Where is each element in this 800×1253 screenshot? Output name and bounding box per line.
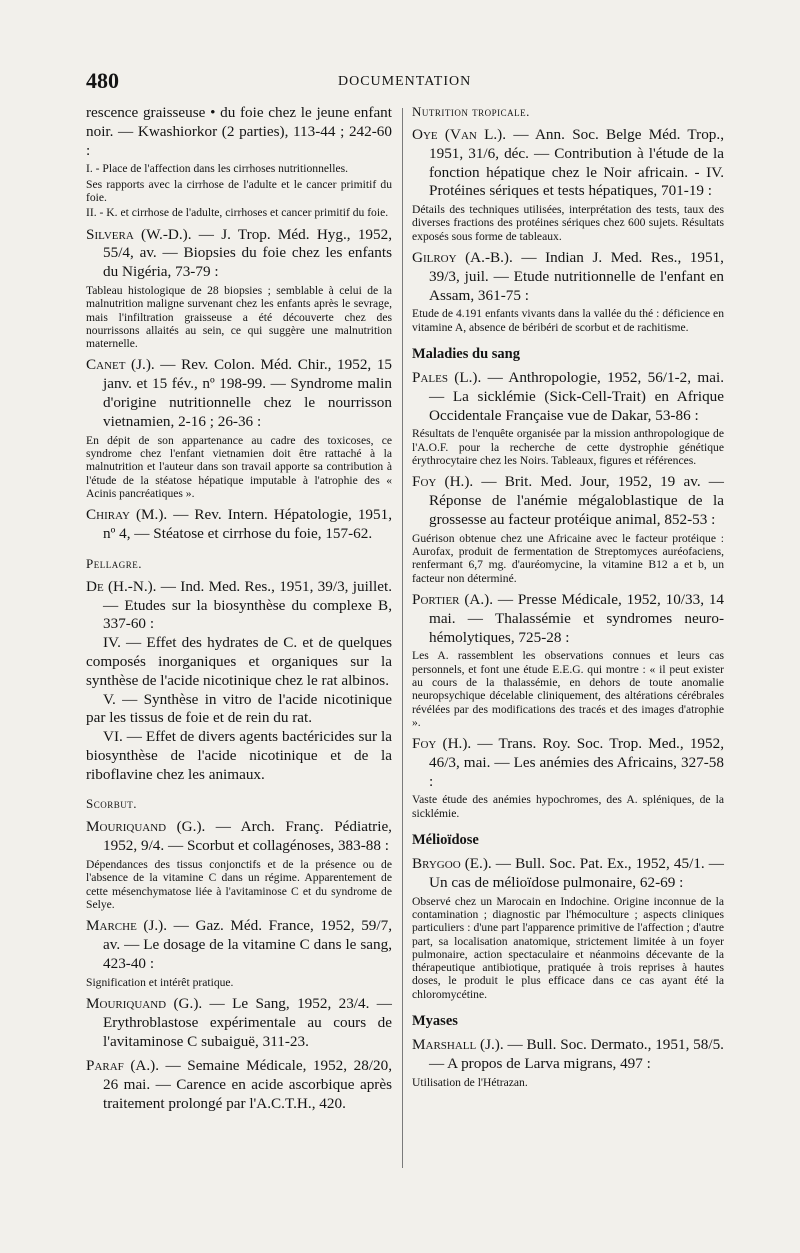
bibliography-entry	[412, 369, 724, 467]
entry-citation: — Semaine Médicale, 1952, 28/20, 26 mai. — Carence en acide ascorbique après traitement prolongé par l'A.C.T.H., 420.	[103, 1057, 392, 1112]
entry-citation: — Ann. Soc. Belge Méd. Trop., 1951, 31/6, déc. — Contribution à l'étude de la fonction hépatique chez le Noir africain. - IV. Protéines sériques et tests hépatiques, 701-19 :	[429, 126, 724, 200]
right-column	[412, 104, 724, 1095]
entry-citation: — Bull. Soc. Pat. Ex., 1952, 45/1. — Un cas de mélioïdose pulmonaire, 62-69 :	[429, 855, 724, 891]
entry-note: En dépit de son appartenance au cadre des toxicoses, ce syndrome chez l'enfant vietnamien doit être rattaché à la malnutrition et l'auteur dans son travail apporte sa contribution à l'étude de la stéatose hépatique imputable à l'atrophie des « Acinis pancréatiques ».	[86, 433, 392, 500]
entry-citation: — Rev. Colon. Méd. Chir., 1952, 15 janv. et 15 fév., nº 198-99. — Syndrome malin d'origine nutritionnelle chez le nourrisson vietnamien, 2-16 ; 26-36 :	[103, 356, 393, 430]
page-number: 480	[86, 68, 119, 93]
entry-author: Foy (H.).	[412, 735, 472, 753]
section-heading: Scorbut.	[86, 796, 137, 812]
entry-author: Mouriquand (G.).	[86, 994, 203, 1012]
entry-note: Guérison obtenue chez une Africaine avec le facteur protéique : Aurofax, produit de fermentation de Streptomyces auréofaciens, renfermant 6,7 mg. d'auréomycine, la vitamine B12 a et b, un facteur non déterminé.	[412, 531, 724, 585]
section-heading: Pellagre.	[86, 555, 142, 571]
entry-citation: — Bull. Soc. Dermato., 1951, 58/5. — A propos de Larva migrans, 497 :	[429, 1036, 724, 1072]
entry-note: Utilisation de l'Hétrazan.	[412, 1075, 528, 1089]
entry-note: Etude de 4.191 enfants vivants dans la vallée du thé : déficience en vitamine A, absence de béribéri de scorbut et de rachitisme.	[412, 307, 724, 334]
entry-author: Gilroy (A.-B.).	[412, 249, 513, 267]
entry-author: Canet (J.).	[86, 356, 155, 374]
bibliography-entry	[412, 126, 724, 243]
bibliography-entry	[86, 917, 392, 989]
entry-note: Détails des techniques utilisées, interprétation des tests, taux des diverses fractions des protéines sériques chez 600 sujets. Résultats exposés sous forme de tableaux.	[412, 203, 724, 243]
entry-citation: — Presse Médicale, 1952, 10/33, 14 mai. — Thalassémie et syndromes neuro-hémolytiques, 725-28 :	[429, 590, 725, 646]
entry-note: I. - Place de l'affection dans les cirrhoses nutritionnelles.	[86, 162, 349, 176]
section-heading: Nutrition tropicale.	[412, 104, 530, 119]
entry-continuation: rescence graisseuse • du foie chez le jeune enfant noir. — Kwashiorkor (2 parties), 113-44 ; 242-60 :	[86, 104, 392, 159]
bibliography-entry	[412, 735, 724, 820]
entry-note: II. - K. et cirrhose de l'adulte, cirrhoses et cancer primitif du foie.	[86, 206, 389, 220]
entry-citation: — Gaz. Méd. France, 1952, 59/7, av. — Le dosage de la vitamine C dans le sang, 423-40 :	[103, 917, 392, 972]
bibliography-entry	[86, 1057, 392, 1113]
running-title: DOCUMENTATION	[338, 74, 472, 89]
entry-paragraph: IV. — Effet des hydrates de C. et de quelques composés inorganiques et organiques sur la synthèse de l'acide nicotinique chez le rat albinos.	[86, 634, 392, 689]
entry-citation: — J. Trop. Méd. Hyg., 1952, 55/4, av. — Biopsies du foie chez les enfants du Nigéria, 73-79 :	[103, 225, 393, 281]
bibliography-entry	[86, 578, 392, 785]
entry-citation: — Le Sang, 1952, 23/4. — Erythroblastose expérimentale au cours de l'avitaminose C subaiguë, 311-23.	[103, 994, 392, 1050]
column-divider	[402, 108, 403, 1168]
entry-note: Ses rapports avec la cirrhose de l'adulte et le cancer primitif du foie.	[86, 177, 392, 204]
entry-author: Chiray (M.).	[86, 506, 168, 524]
left-column	[86, 104, 392, 1120]
entry-note: Observé chez un Marocain en Indochine. Origine inconnue de la contamination ; diagnostic par l'hémoculture ; aspects cliniques particuliers : d'une part l'apparence primitive de l'affection ; d'autre part, sa localisation anatomique, strictement limitée à un foyer pulmonaire, action spectaculaire et néanmoins décevante de la thérapeutique antibiotique, pratiquée à trois reprises à hautes doses, le produit le plus efficace dans ce cas ayant été la chloromycétine.	[412, 894, 724, 1001]
bibliography-entry	[86, 818, 392, 911]
section-heading: Myases	[412, 1013, 458, 1030]
entry-author: Marche (J.).	[86, 917, 168, 935]
bibliography-entry	[86, 226, 392, 351]
entry-note: Dépendances des tissus conjonctifs et de la présence ou de l'absence de la vitamine C dans un régime. Apparentement de cette mésenchymatose liée à l'avitaminose C et du syndrome de Selye.	[86, 858, 392, 911]
bibliography-entry	[412, 855, 724, 1001]
entry-author: Portier (A.).	[412, 590, 494, 608]
section-heading: Maladies du sang	[412, 346, 520, 363]
entry-citation: — Arch. Franç. Pédiatrie, 1952, 9/4. — Scorbut et collagénoses, 383-88 :	[103, 818, 392, 855]
entry-author: De (H.-N.).	[86, 577, 157, 595]
entry-citation: — Trans. Roy. Soc. Trop. Med., 1952, 46/3, mai. — Les anémies des Africains, 327-58 :	[429, 735, 724, 790]
bibliography-entry	[86, 506, 392, 544]
section-heading: Mélioïdose	[412, 832, 479, 849]
entry-author: Silvera (W.-D.).	[86, 225, 192, 243]
entry-note: Résultats de l'enquête organisée par la mission anthropologique de l'A.O.F. pour la recherche de cette dystrophie génétique érythrocytaire chez les Noirs. Tableaux, figures et références.	[412, 427, 724, 468]
entry-citation: — Ind. Med. Res., 1951, 39/3, juillet. — Etudes sur la biosynthèse du complexe B, 337-60 :	[103, 577, 392, 633]
entry-author: Pales (L.).	[412, 369, 482, 387]
entry-citation: — Brit. Med. Jour, 1952, 19 av. — Réponse de l'anémie mégaloblastique de la grossesse au facteur protéique animal, 852-53 :	[429, 473, 724, 528]
bibliography-entry	[412, 591, 724, 729]
bibliography-entry	[412, 249, 724, 334]
entry-paragraph: VI. — Effet de divers agents bactéricides sur la biosynthèse de l'acide nicotinique et de la riboflavine chez les animaux.	[86, 728, 392, 783]
entry-citation: — Indian J. Med. Res., 1951, 39/3, juil. — Etude nutritionnelle de l'enfant en Assam, 361-75 :	[429, 249, 724, 304]
entry-author: Brygoo (E.).	[412, 855, 492, 873]
bibliography-entry	[412, 1036, 724, 1089]
entry-author: Mouriquand (G.).	[86, 818, 206, 836]
entry-note: Signification et intérêt pratique.	[86, 975, 234, 989]
entry-note: Tableau histologique de 28 biopsies ; semblable à celui de la malnutrition maligne survenant chez les enfants après le sevrage, mais l'infiltration graisseuse a été découverte chez des nourrissons allaités au sein, ce qui suggère une malnutrition maternelle.	[86, 283, 392, 351]
entry-author: Foy (H.).	[412, 473, 474, 491]
bibliography-entry	[412, 473, 724, 585]
entry-author: Marshall (J.).	[412, 1036, 504, 1054]
bibliography-entry	[86, 995, 392, 1051]
entry-note: Les A. rassemblent les observations connues et leurs cas personnels, et font une étude E.E.G. qui montre : « il peut exister au cours de la thalassémie, en dehors de toute anomalie neuropsychique décelable cliniquement, des altérations cérébrales révélées par des modifications des tracés et des images d'atrophie ».	[412, 649, 724, 729]
entry-citation: — Anthropologie, 1952, 56/1-2, mai. — La sicklémie (Sick-Cell-Trait) en Afrique Occidentale Française vue de Dakar, 53-86 :	[429, 369, 724, 424]
entry-note: Vaste étude des anémies hypochromes, des A. spléniques, de la sicklémie.	[412, 793, 724, 820]
bibliography-entry	[86, 104, 392, 220]
entry-author: Paraf (A.).	[86, 1057, 159, 1075]
entry-paragraph: V. — Synthèse in vitro de l'acide nicotinique par les tissus de foie et de rein du rat.	[86, 690, 392, 727]
entry-citation: — Rev. Intern. Hépatologie, 1951, nº 4, — Stéatose et cirrhose du foie, 157-62.	[103, 506, 392, 542]
entry-author: Oye (Van L.).	[412, 126, 507, 143]
bibliography-entry	[86, 356, 392, 500]
